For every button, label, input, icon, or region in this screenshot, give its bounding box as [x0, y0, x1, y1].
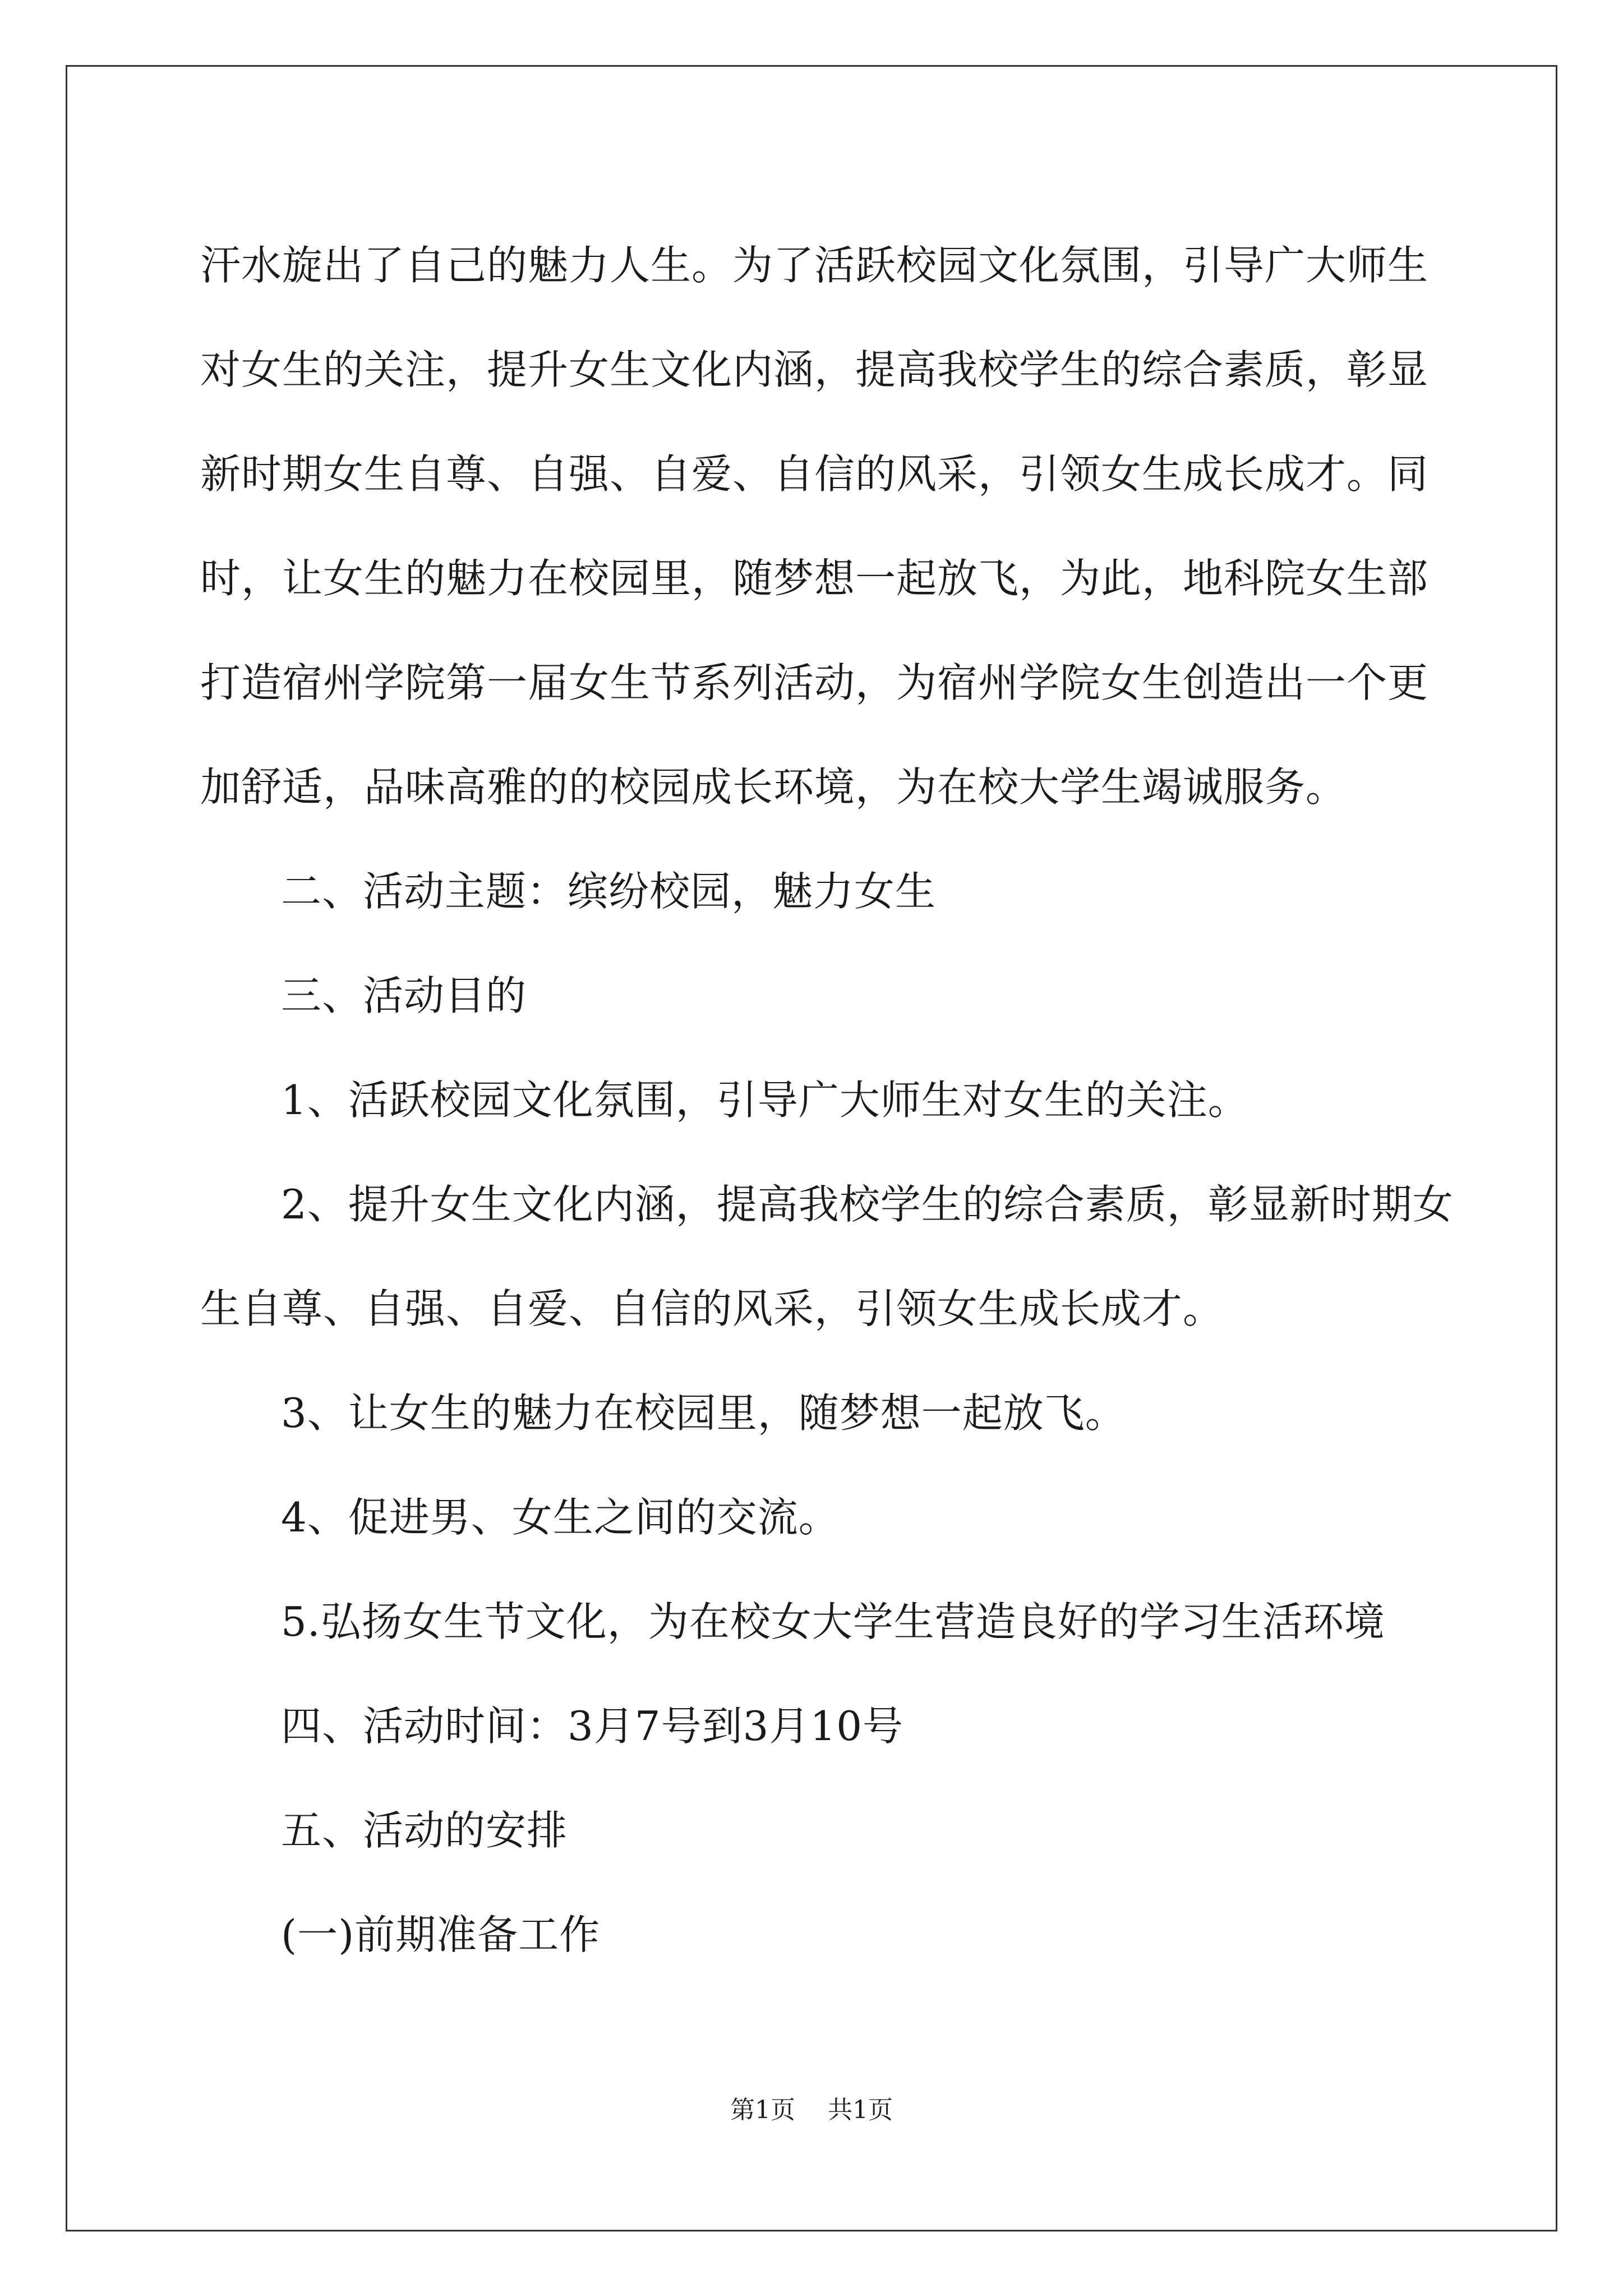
subsection-heading: (一)前期准备工作 — [281, 1911, 601, 1958]
list-item: 2、提升女生文化内涵，提高我校学生的综合素质，彰显新时期女 — [281, 1181, 1454, 1228]
paragraph-line: 加舒适，品味高雅的的校园成长环境，为在校大学生竭诚服务。 — [200, 763, 1347, 811]
section-heading-purpose: 三、活动目的 — [281, 972, 527, 1019]
list-item-continuation: 生自尊、自强、自爱、自信的风采，引领女生成长成才。 — [200, 1285, 1224, 1332]
document-body — [200, 213, 1454, 1987]
page-footer — [0, 2090, 1623, 2125]
section-heading-theme: 二、活动主题：缤纷校园，魅力女生 — [281, 868, 937, 915]
list-item: 4、促进男、女生之间的交流。 — [281, 1494, 840, 1541]
paragraph-line: 打造宿州学院第一届女生节系列活动，为宿州学院女生创造出一个更 — [200, 659, 1429, 706]
page-total: 共1页 — [828, 2096, 893, 2124]
list-item: 1、活跃校园文化氛围，引导广大师生对女生的关注。 — [281, 1076, 1249, 1124]
paragraph-line: 对女生的关注，提升女生文化内涵，提高我校学生的综合素质，彰显 — [200, 346, 1429, 393]
section-heading-time: 四、活动时间：3月7号到3月10号 — [281, 1703, 904, 1750]
list-item: 3、让女生的魅力在校园里，随梦想一起放飞。 — [281, 1389, 1126, 1437]
paragraph-line: 汗水旋出了自己的魅力人生。为了活跃校园文化氛围，引导广大师生 — [200, 242, 1429, 289]
page-number: 第1页 — [730, 2096, 795, 2124]
paragraph-line: 新时期女生自尊、自强、自爱、自信的风采，引领女生成长成才。同 — [200, 450, 1429, 498]
list-item: 5.弘扬女生节文化，为在校女大学生营造良好的学习生活环境 — [281, 1598, 1385, 1645]
section-heading-arrangement: 五、活动的安排 — [281, 1807, 568, 1854]
paragraph-line: 时，让女生的魅力在校园里，随梦想一起放飞，为此，地科院女生部 — [200, 555, 1429, 602]
